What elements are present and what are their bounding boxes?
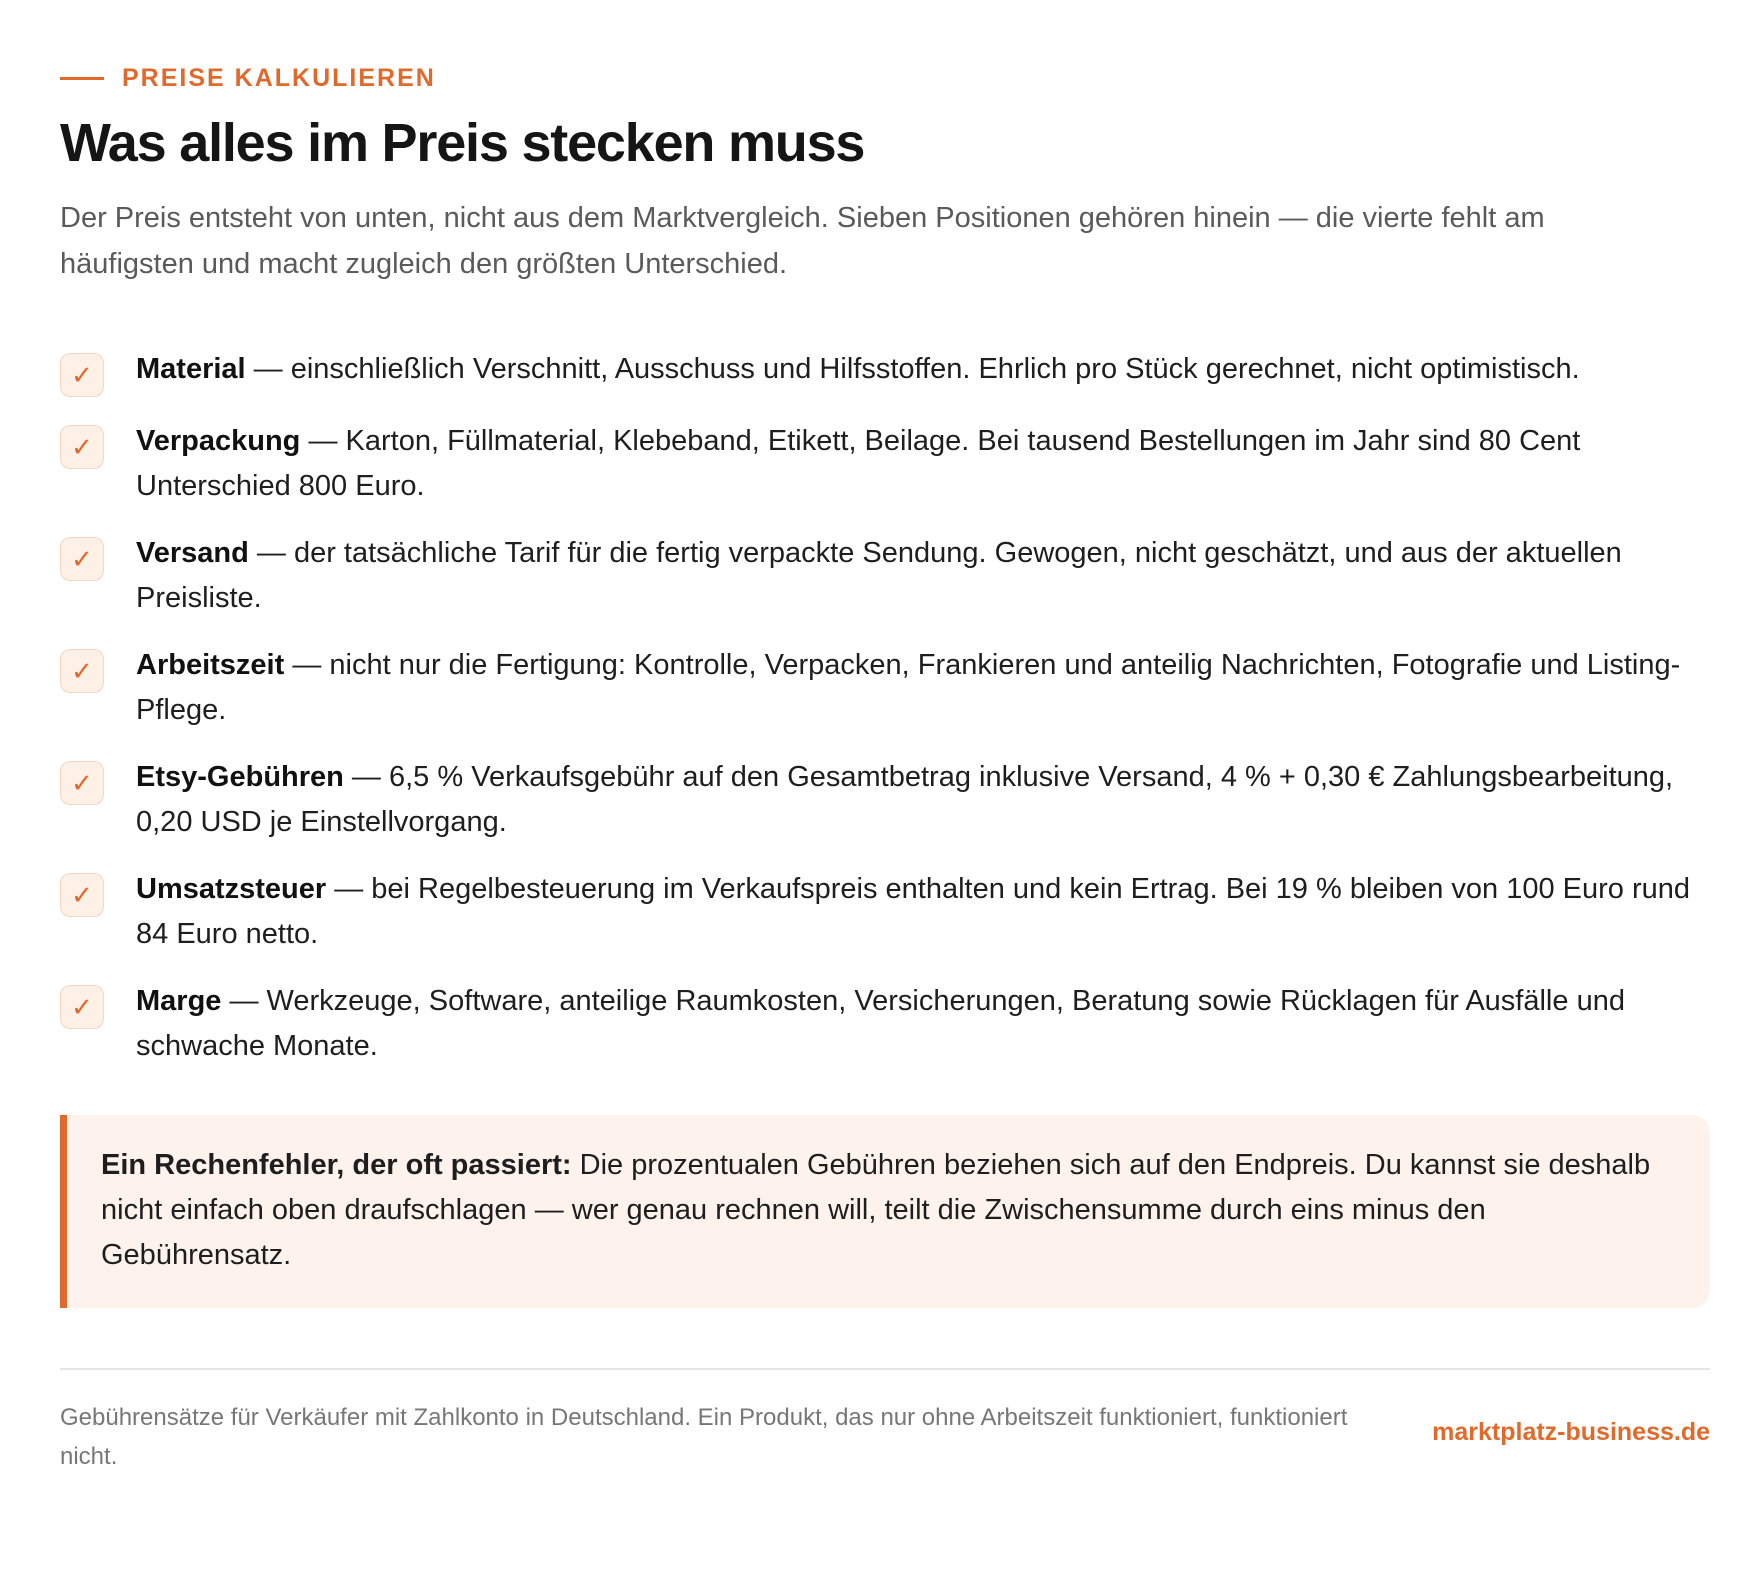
eyebrow-line [60, 77, 104, 80]
checkmark-icon: ✓ [60, 873, 104, 917]
checklist-item-term: Material [136, 353, 246, 385]
checklist-item-description: — bei Regelbesteuerung im Verkaufspreis enthalten und kein Ertrag. Bei 19 % bleiben von 100 Euro rund 84 Euro netto. [136, 873, 1691, 950]
eyebrow [60, 64, 436, 93]
checklist-item-term: Marge [136, 985, 222, 1017]
footnote: Gebührensätze für Verkäufer mit Zahlkonto in Deutschland. Ein Produkt, das nur ohne Arbeitszeit funktioniert, funktioniert nicht. [60, 1404, 1348, 1470]
checklist-item-material [60, 347, 1710, 397]
checklist-item-versand [60, 531, 1710, 621]
checklist-item-description: — der tatsächliche Tarif für die fertig verpackte Sendung. Gewogen, nicht geschätzt, und aus der aktuellen Preisliste. [136, 537, 1622, 614]
checklist-item-arbeitszeit [60, 643, 1710, 733]
callout-body: Die prozentualen Gebühren beziehen sich auf den Endpreis. Du kannst sie deshalb nicht einfach oben draufschlagen — wer genau rechnen will, teilt die Zwischensumme durch eins minus den Gebührensatz. [101, 1149, 1651, 1271]
checklist [60, 347, 1710, 1091]
checkmark-icon: ✓ [60, 353, 104, 397]
intro-text: Der Preis entsteht von unten, nicht aus dem Marktvergleich. Sieben Positionen gehören hinein — die vierte fehlt am häufigsten und macht zugleich den größten Unterschied. [60, 202, 1545, 280]
eyebrow-text: PREISE KALKULIEREN [122, 64, 436, 92]
checklist-item-text [136, 979, 1710, 1069]
checklist-item-description: — Karton, Füllmaterial, Klebeband, Etikett, Beilage. Bei tausend Bestellungen im Jahr sind 80 Cent Unterschied 800 Euro. [136, 425, 1581, 502]
page-title: Was alles im Preis stecken muss [60, 113, 865, 173]
checklist-item-etsy-gebuehren [60, 755, 1710, 845]
checklist-item-term: Etsy-Gebühren [136, 761, 344, 793]
checkmark-icon: ✓ [60, 985, 104, 1029]
checkmark-icon: ✓ [60, 761, 104, 805]
checkmark-icon: ✓ [60, 649, 104, 693]
callout-text [101, 1143, 1670, 1278]
checklist-item-verpackung [60, 419, 1710, 509]
checklist-item-text [136, 347, 1580, 392]
callout-lead: Ein Rechenfehler, der oft passiert: [101, 1149, 572, 1181]
checklist-item-text [136, 867, 1710, 957]
checklist-item-marge [60, 979, 1710, 1069]
checklist-item-term: Verpackung [136, 425, 301, 457]
checklist-item-description: — einschließlich Verschnitt, Ausschuss und Hilfsstoffen. Ehrlich pro Stück gerechnet, nicht optimistisch. [245, 353, 1580, 385]
checklist-item-text [136, 643, 1710, 733]
checklist-item-term: Arbeitszeit [136, 649, 285, 681]
checklist-item-umsatzsteuer [60, 867, 1710, 957]
checkmark-icon: ✓ [60, 425, 104, 469]
checklist-item-term: Umsatzsteuer [136, 873, 327, 905]
divider [60, 1368, 1710, 1370]
brand-link[interactable]: marktplatz-business.de [1432, 1418, 1710, 1446]
checklist-item-term: Versand [136, 537, 249, 569]
checklist-item-description: — nicht nur die Fertigung: Kontrolle, Verpacken, Frankieren und anteilig Nachrichten, Fotografie und Listing-Pflege. [136, 649, 1681, 726]
callout-box [60, 1115, 1710, 1308]
checklist-item-text [136, 419, 1710, 509]
checklist-item-text [136, 755, 1710, 845]
checkmark-icon: ✓ [60, 537, 104, 581]
checklist-item-description: — 6,5 % Verkaufsgebühr auf den Gesamtbetrag inklusive Versand, 4 % + 0,30 € Zahlungsbearbeitung, 0,20 USD je Einstellvorgang. [136, 761, 1674, 838]
checklist-item-text [136, 531, 1710, 621]
checklist-item-description: — Werkzeuge, Software, anteilige Raumkosten, Versicherungen, Beratung sowie Rücklagen für Ausfälle und schwache Monate. [136, 985, 1625, 1062]
